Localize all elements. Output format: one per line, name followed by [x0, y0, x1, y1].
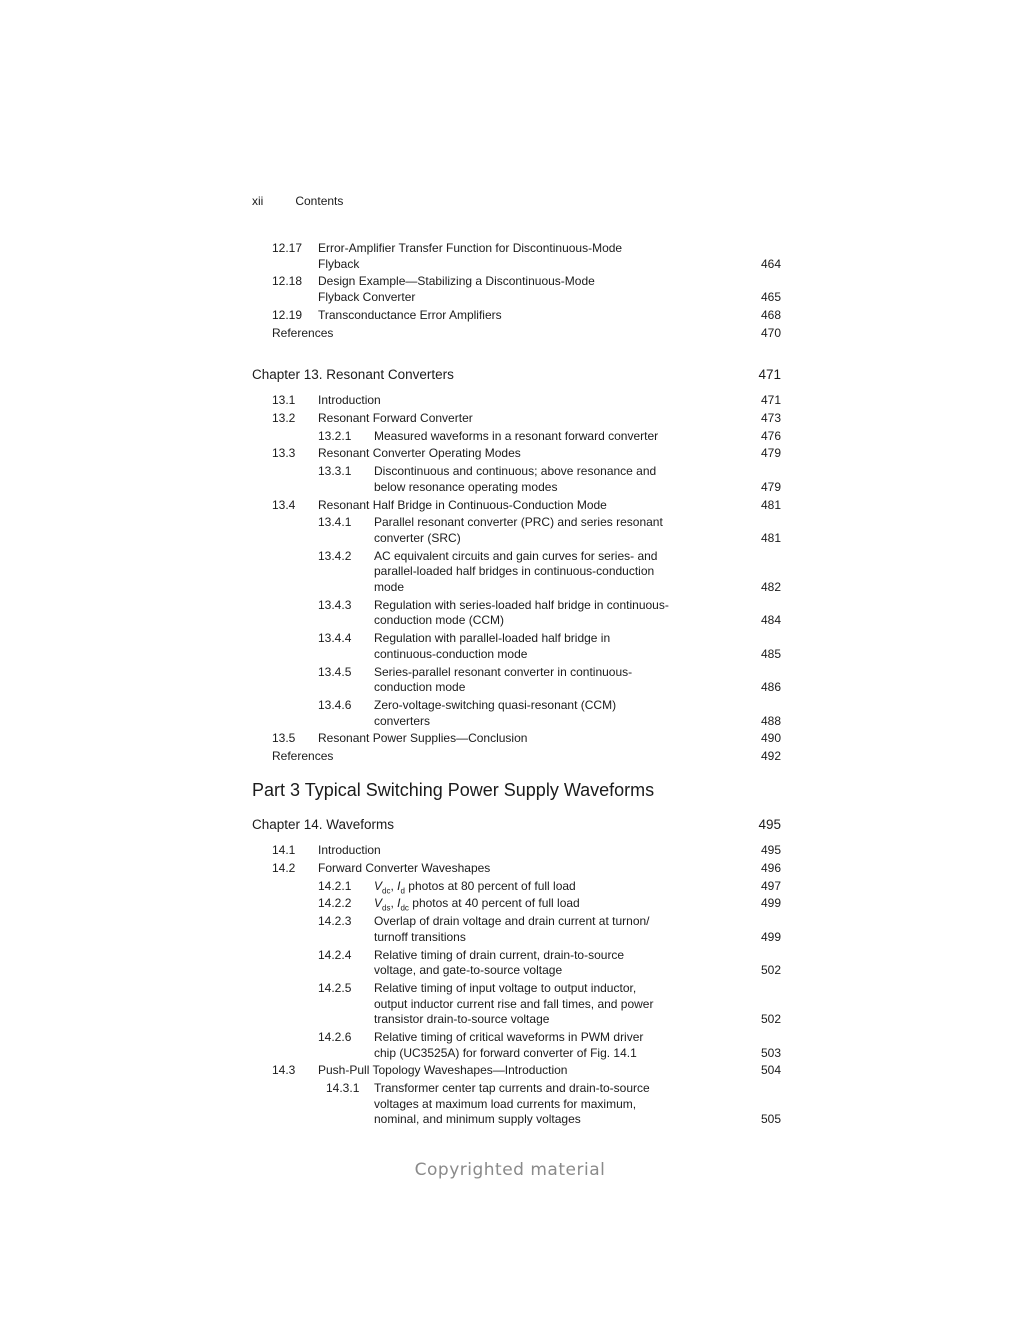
- toc-entry-page: 502: [760, 1012, 781, 1027]
- toc-entry-page: 490: [760, 731, 781, 746]
- toc-entry-number: 13.2.1: [318, 428, 352, 443]
- toc-entry-number: 13.3: [272, 446, 296, 461]
- toc-entry-title-line: Introduction: [318, 843, 381, 857]
- toc-entry: [0, 274, 1020, 305]
- toc-entry-title-line: conduction mode: [374, 680, 466, 695]
- toc-entry-title-line: Series-parallel resonant converter in continuous-: [374, 664, 633, 679]
- toc-entry-number: 14.2.3: [318, 914, 352, 929]
- toc-entry-title-line: mode: [374, 579, 405, 594]
- toc-entry-title-line: $V_{ds}$, $I_{dc}$ photos at 40 percent of full load: [374, 896, 580, 913]
- toc-entry-title-line: turnoff transitions: [374, 929, 466, 944]
- toc-entry: [0, 1063, 1020, 1079]
- running-header: [252, 194, 343, 208]
- toc-entry-page: 499: [760, 929, 781, 944]
- toc-entry-page: 473: [760, 410, 781, 425]
- toc-entry: [0, 1030, 1020, 1061]
- toc-entry-number: 13.4: [272, 497, 296, 512]
- chapter-title: Chapter 13. Resonant Converters: [252, 367, 454, 382]
- toc-entry: [0, 981, 1020, 1028]
- toc-entry-page: 492: [760, 749, 781, 764]
- toc-entry-number: 13.4.5: [318, 664, 352, 679]
- toc-entry-title-line: conduction mode (CCM): [374, 613, 505, 628]
- toc-entry-title-line: Resonant Forward Converter: [318, 410, 473, 425]
- toc-entry: [0, 631, 1020, 662]
- toc-entry-title-line: voltage, and gate-to-source voltage: [374, 963, 563, 978]
- toc-entry-page: 502: [760, 963, 781, 978]
- toc-entry-title-line: Push-Pull Topology Waveshapes—Introduction: [318, 1063, 568, 1078]
- toc-entry-title-line: Transformer center tap currents and drain-to-source: [374, 1081, 650, 1096]
- toc-entry-title-line: References: [272, 749, 334, 764]
- toc-entry-page: 495: [760, 843, 781, 857]
- toc-entry-title-line: Resonant Half Bridge in Continuous-Conduction Mode: [318, 497, 607, 512]
- toc-entry-title-line: transistor drain-to-source voltage: [374, 1012, 550, 1027]
- chapter-heading: [252, 367, 781, 382]
- toc-entry-page: 499: [760, 896, 781, 911]
- toc-entry-page: 481: [760, 497, 781, 512]
- page-number: xii: [252, 194, 264, 208]
- toc-entry: [0, 464, 1020, 495]
- toc-entry: [0, 879, 1020, 895]
- toc-entry-page: 482: [760, 579, 781, 594]
- toc-entry-page: 488: [760, 713, 781, 728]
- toc-entry-title-line: below resonance operating modes: [374, 479, 558, 494]
- toc-entry-page: 485: [760, 646, 781, 661]
- chapter-heading: [252, 817, 781, 832]
- toc-entry-page: 479: [760, 446, 781, 461]
- toc-entry: [0, 308, 1020, 324]
- chapter-page: 495: [758, 817, 781, 832]
- toc-entry-page: 497: [760, 878, 781, 893]
- toc-entry-number: 14.2.4: [318, 947, 352, 962]
- toc-entry: [0, 598, 1020, 629]
- toc-entry-number: 14.2.6: [318, 1030, 352, 1044]
- toc-entry-title-line: Measured waveforms in a resonant forward converter: [374, 428, 659, 443]
- toc-entry-title-line: nominal, and minimum supply voltages: [374, 1112, 581, 1127]
- toc-entry-title-line: Relative timing of input voltage to output inductor,: [374, 981, 637, 995]
- running-title: Contents: [295, 194, 344, 208]
- toc-entry-title-line: parallel-loaded half bridges in continuous-conduction: [374, 564, 655, 579]
- toc-entry-page: 504: [760, 1063, 781, 1078]
- toc-entry-number: 14.2.5: [318, 981, 352, 995]
- toc-entry-title-line: $V_{dc}$, $I_d$ photos at 80 percent of full load: [374, 878, 576, 895]
- toc-entry-title-line: output inductor current rise and fall times, and power: [374, 996, 654, 1011]
- toc-entry-number: 12.19: [272, 307, 303, 322]
- toc-entry-title-line: converters: [374, 713, 431, 728]
- toc-entry-page: 505: [760, 1112, 781, 1127]
- toc-entry-title-line: Error-Amplifier Transfer Function for Discontinuous-Mode: [318, 241, 623, 255]
- toc-entry-title-line: Flyback Converter: [318, 289, 416, 304]
- toc-references-entry: [0, 326, 1020, 342]
- toc-entry-number: 12.18: [272, 274, 303, 289]
- toc-entry-number: 13.4.6: [318, 698, 352, 712]
- part-heading: Part 3 Typical Switching Power Supply Waveforms: [252, 780, 655, 800]
- toc-entry-page: 484: [760, 613, 781, 628]
- toc-entry-number: 13.2: [272, 410, 296, 425]
- toc-entry: [0, 896, 1020, 912]
- toc-entry-page: 503: [760, 1045, 781, 1060]
- toc-entry-title-line: converter (SRC): [374, 530, 461, 545]
- toc-entry-title-line: Discontinuous and continuous; above resonance and: [374, 464, 657, 479]
- toc-entry: [0, 549, 1020, 596]
- toc-entry-number: 12.17: [272, 241, 303, 255]
- toc-entry-number: 14.2: [272, 860, 296, 875]
- toc-entry-title-line: voltages at maximum load currents for maximum,: [374, 1096, 637, 1111]
- toc-entry: [0, 515, 1020, 546]
- toc-entry-title-line: AC equivalent circuits and gain curves for series- and: [374, 548, 658, 563]
- toc-entry-page: 465: [760, 289, 781, 304]
- toc-entry: [0, 429, 1020, 445]
- toc-entry-title-line: Design Example—Stabilizing a Discontinuous-Mode: [318, 274, 595, 289]
- toc-entry: [0, 446, 1020, 462]
- chapter-page: 471: [758, 367, 781, 382]
- toc-entry-page: 468: [760, 307, 781, 322]
- toc-entry-title-line: Introduction: [318, 393, 381, 407]
- toc-entry-page: 486: [760, 680, 781, 695]
- toc-entry-title-line: continuous-conduction mode: [374, 646, 528, 661]
- toc-entry: [0, 498, 1020, 514]
- toc-entry: [0, 1081, 1020, 1128]
- toc-entry-number: 13.4.1: [318, 515, 352, 530]
- toc-entry-number: 13.4.3: [318, 597, 352, 612]
- toc-entry-title-line: Resonant Power Supplies—Conclusion: [318, 731, 528, 746]
- chapter-title: Chapter 14. Waveforms: [252, 817, 395, 832]
- toc-entry-page: 496: [760, 860, 781, 875]
- toc-entry-number: 13.4.4: [318, 631, 352, 646]
- toc-entry: [0, 731, 1020, 747]
- toc-entry-title-line: Zero-voltage-switching quasi-resonant (CCM): [374, 698, 617, 712]
- toc-entry-number: 13.1: [272, 393, 296, 407]
- toc-entry: [0, 411, 1020, 427]
- toc-entry-title-line: Overlap of drain voltage and drain current at turnon/: [374, 914, 650, 929]
- toc-entry-number: 13.4.2: [318, 548, 352, 563]
- toc-entry: [0, 665, 1020, 696]
- toc-entry-page: 479: [760, 479, 781, 494]
- toc-entry-title-line: Relative timing of critical waveforms in PWM driver: [374, 1030, 644, 1044]
- toc-entry: [0, 241, 1020, 272]
- toc-entry-number: 14.1: [272, 843, 296, 857]
- toc-entry-title-line: Flyback: [318, 256, 360, 271]
- toc-entry-title-line: Forward Converter Waveshapes: [318, 860, 491, 875]
- toc-entry-page: 481: [760, 530, 781, 545]
- toc-entry-title-line: Regulation with parallel-loaded half bridge in: [374, 631, 611, 646]
- toc-entry-page: 471: [760, 393, 781, 407]
- toc-references-entry: [0, 749, 1020, 765]
- toc-entry-number: 14.3.1: [326, 1081, 360, 1096]
- toc-entry-number: 13.3.1: [318, 464, 352, 479]
- toc-entry-title-line: Relative timing of drain current, drain-to-source: [374, 947, 625, 962]
- toc-entry-number: 14.2.2: [318, 896, 352, 911]
- toc-entry-title-line: Transconductance Error Amplifiers: [318, 307, 502, 322]
- toc-entry-number: 14.2.1: [318, 878, 352, 893]
- toc-entry: [0, 843, 1020, 859]
- toc-entry-page: 464: [760, 256, 781, 271]
- copyright-watermark: Copyrighted material: [414, 1160, 606, 1180]
- toc-entry-page: 476: [760, 428, 781, 443]
- toc-entry-number: 13.5: [272, 731, 296, 746]
- toc-entry: [0, 698, 1020, 729]
- toc-entry: [0, 861, 1020, 877]
- toc-entry: [0, 914, 1020, 945]
- toc-entry-title-line: Resonant Converter Operating Modes: [318, 446, 521, 461]
- toc-entry-title-line: References: [272, 325, 334, 340]
- toc-entry: [0, 948, 1020, 979]
- toc-entry-page: 470: [760, 325, 781, 340]
- toc-entry-title-line: chip (UC3525A) for forward converter of Fig. 14.1: [374, 1045, 637, 1060]
- toc-entry: [0, 393, 1020, 409]
- toc-entry-title-line: Regulation with series-loaded half bridge in continuous-: [374, 597, 669, 612]
- toc-entry-title-line: Parallel resonant converter (PRC) and series resonant: [374, 515, 663, 530]
- toc-entry-number: 14.3: [272, 1063, 296, 1078]
